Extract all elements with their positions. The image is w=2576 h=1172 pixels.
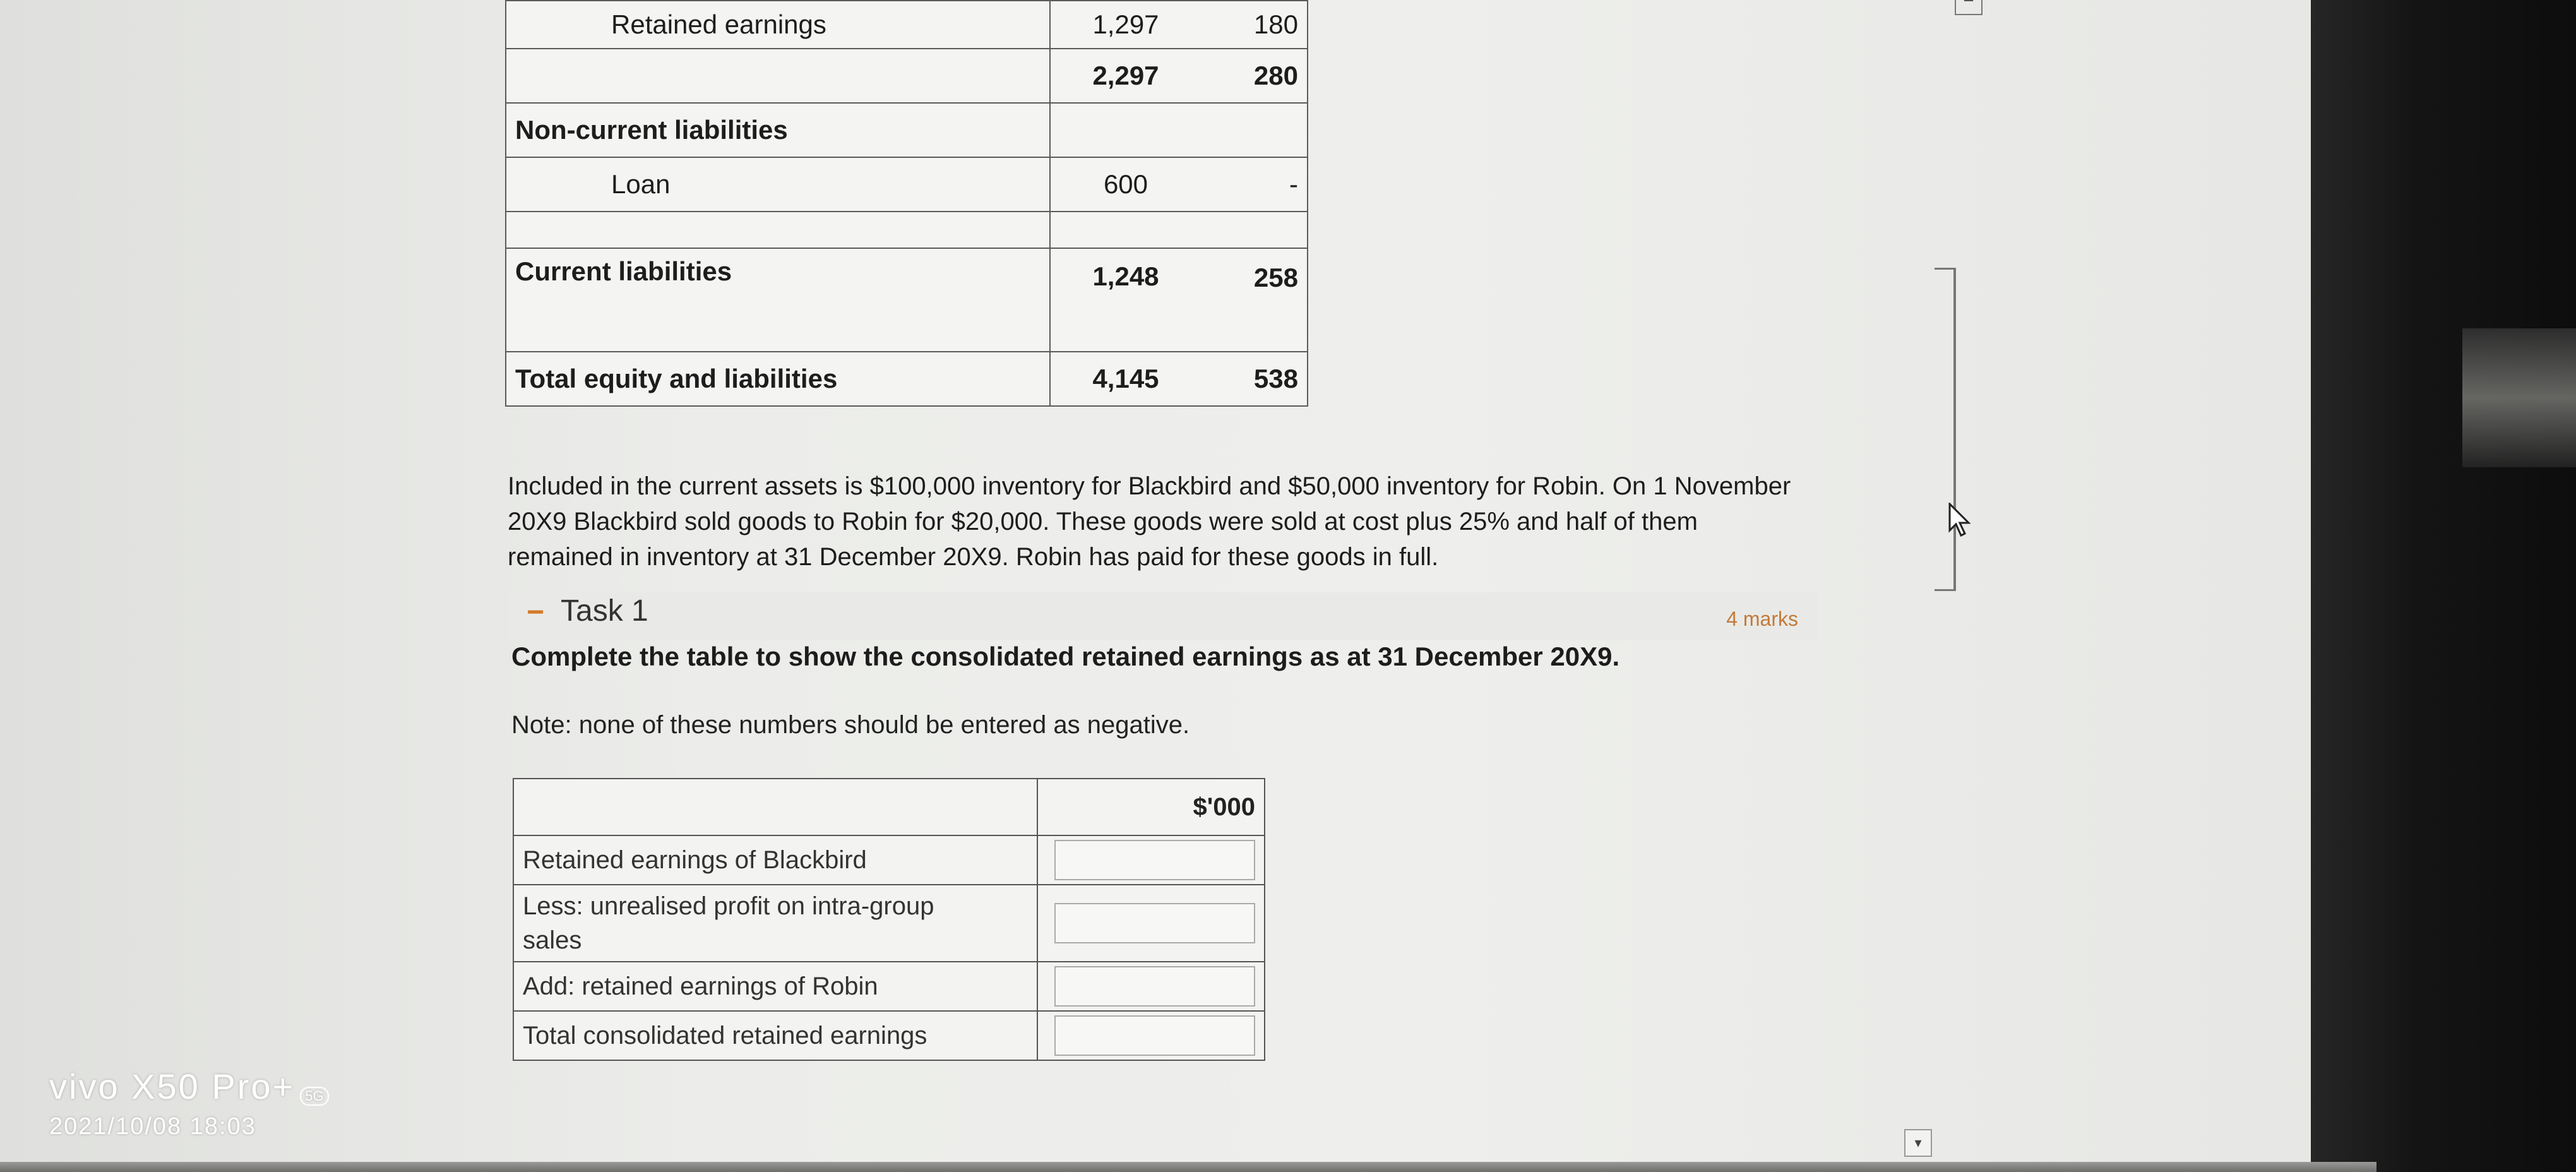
blackbird-value <box>1050 212 1201 248</box>
row-label: Total equity and liabilities <box>506 352 1050 406</box>
robin-value <box>1201 103 1308 157</box>
row-label-line: sales <box>523 926 582 954</box>
collapse-icon[interactable]: − <box>527 595 545 629</box>
robin-value <box>1201 212 1308 248</box>
watermark-5g-badge: 5G <box>300 1087 328 1106</box>
table-row <box>513 962 1265 1011</box>
blackbird-value: 600 <box>1050 157 1201 212</box>
scrollbar-thumb[interactable] <box>1935 268 1956 591</box>
table-row <box>506 1 1308 49</box>
table-row <box>506 248 1308 352</box>
marks-label: 4 marks <box>1726 607 1798 630</box>
blackbird-retained-earnings-input[interactable] <box>1054 840 1255 880</box>
task-header[interactable] <box>508 592 1817 640</box>
column-header: $'000 <box>1037 779 1265 835</box>
table-row <box>513 1011 1265 1060</box>
row-label: Retained earnings of Blackbird <box>513 835 1037 885</box>
answer-cell <box>1037 962 1265 1011</box>
row-label: Loan <box>506 157 1050 212</box>
table-row <box>513 835 1265 885</box>
row-label-line: Less: unrealised profit on intra-group <box>523 892 934 920</box>
table-row <box>506 103 1308 157</box>
robin-retained-earnings-input[interactable] <box>1054 966 1255 1007</box>
mouse-cursor-icon <box>1948 503 1971 537</box>
answer-cell <box>1037 1011 1265 1060</box>
blackbird-value: 2,297 <box>1050 49 1201 103</box>
watermark-date: 2021/10/08 18:03 <box>49 1113 256 1140</box>
row-label <box>513 885 1037 962</box>
table-row <box>506 157 1308 212</box>
answer-cell <box>1037 885 1265 962</box>
unrealised-profit-input[interactable] <box>1054 903 1255 943</box>
blackbird-value: 4,145 <box>1050 352 1201 406</box>
row-label: Current liabilities <box>506 248 1050 352</box>
scenario-line: 20X9 Blackbird sold goods to Robin for $20,000. These goods were sold at cost plus 25% and half of them <box>508 508 1698 535</box>
balance-sheet-table <box>505 0 1308 407</box>
answer-table <box>513 778 1265 1061</box>
camera-watermark <box>49 1066 329 1140</box>
watermark-brand: vivo X50 Pro+ <box>49 1067 295 1106</box>
scenario-line: remained in inventory at 31 December 20X9. Robin has paid for these goods in full. <box>508 543 1439 571</box>
total-consolidated-input[interactable] <box>1054 1015 1255 1056</box>
robin-value: - <box>1201 157 1308 212</box>
task-question: Complete the table to show the consolidated retained earnings as at 31 December 20X9. <box>511 642 1620 671</box>
monitor-bottom-edge <box>0 1162 2376 1172</box>
scenario-line: Included in the current assets is $100,000 inventory for Blackbird and $50,000 inventory for Robin. On 1 November <box>508 472 1791 500</box>
scenario-text <box>508 469 1834 575</box>
header-blank <box>513 779 1037 835</box>
table-row <box>506 212 1308 248</box>
row-label: Retained earnings <box>506 1 1050 49</box>
table-row <box>513 885 1265 962</box>
robin-value: 538 <box>1201 352 1308 406</box>
robin-value: 258 <box>1201 248 1308 352</box>
row-label: Non-current liabilities <box>506 103 1050 157</box>
task-note: Note: none of these numbers should be entered as negative. <box>511 711 1190 739</box>
bezel-reflection <box>2462 328 2576 467</box>
blackbird-value: 1,297 <box>1050 1 1201 49</box>
blackbird-value <box>1050 103 1201 157</box>
table-header-row <box>513 779 1265 835</box>
robin-value: 180 <box>1201 1 1308 49</box>
scroll-down-button[interactable]: ▾ <box>1904 1129 1932 1157</box>
robin-value: 280 <box>1201 49 1308 103</box>
table-row <box>506 49 1308 103</box>
table-row <box>506 352 1308 406</box>
answer-cell <box>1037 835 1265 885</box>
row-label <box>506 212 1050 248</box>
scroll-up-button[interactable]: ▔ <box>1955 0 1983 15</box>
monitor-bezel <box>2311 0 2576 1172</box>
task-title: Task 1 <box>561 594 648 628</box>
row-label <box>506 49 1050 103</box>
row-label: Total consolidated retained earnings <box>513 1011 1037 1060</box>
row-label: Add: retained earnings of Robin <box>513 962 1037 1011</box>
blackbird-value: 1,248 <box>1050 248 1201 352</box>
